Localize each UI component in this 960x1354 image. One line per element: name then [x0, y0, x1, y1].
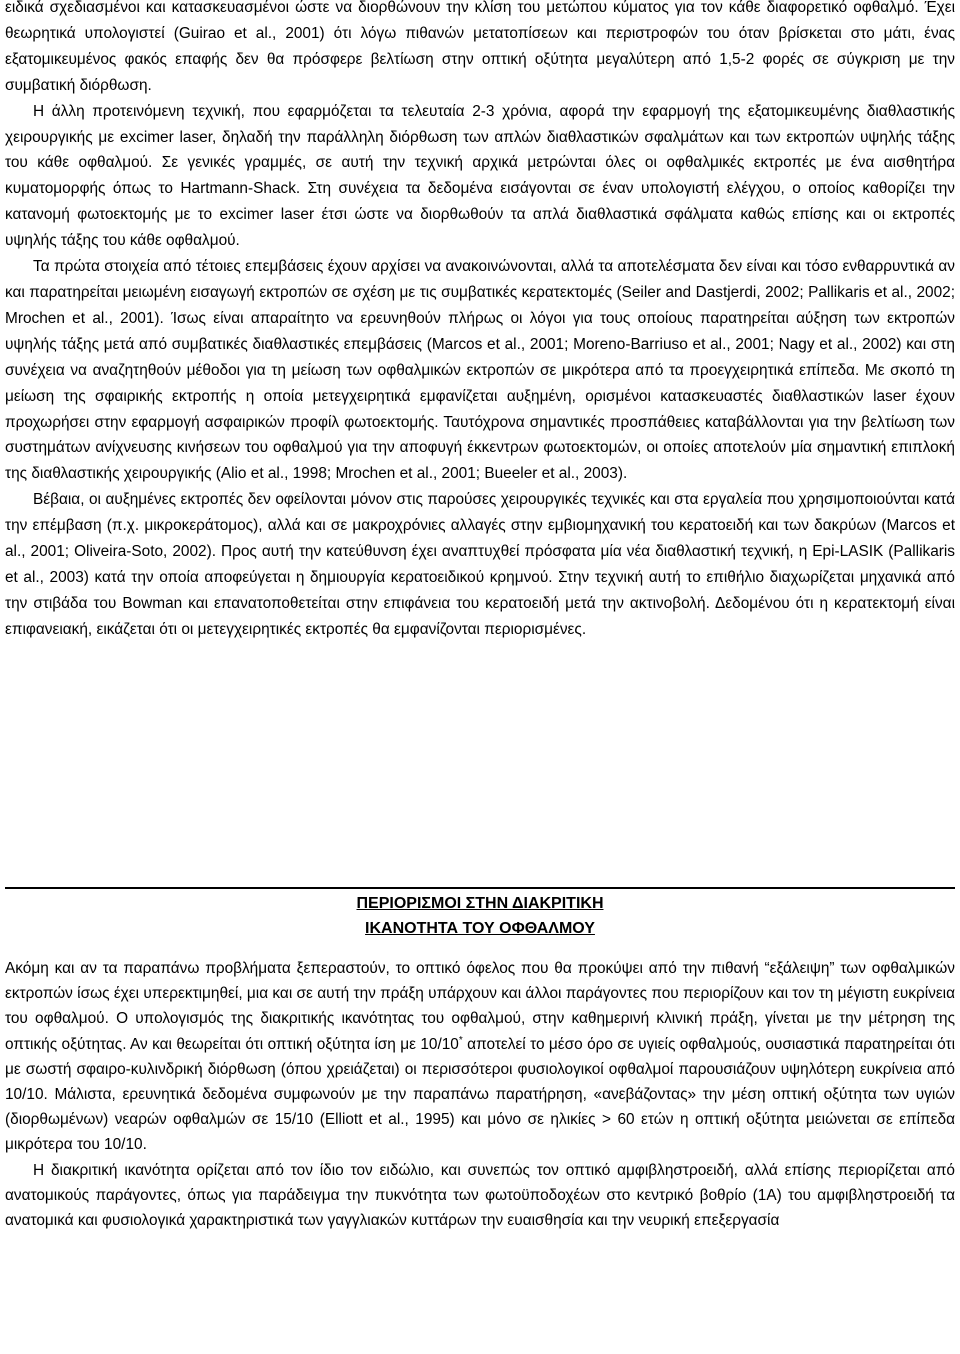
paragraph-resolution-limits: Η διακριτική ικανότητα ορίζεται από τον ίδιο τον ειδώλιο, και συνεπώς τον οπτικό αμφιβληστροειδή, αλλά επίσης περιορίζεται από ανατομικούς παράγοντες, όπως για παράδειγμα την πυκνότητα των φωτοϋποδοχέων στο κεντρικό βοθρίο (1Α) του αμφιβληστροειδή τα ανατομικά και φυσιολογικά χαρακτηριστικά των γαγγλιακών κυττάρων την ευαισθησία και την νευρική επεξεργασία [5, 1161, 955, 1230]
paragraph-visual-acuity-part-1: Ακόμη και αν τα παραπάνω προβλήματα ξεπεραστούν, το οπτικό όφελος που θα προκύψει από την πιθανή “εξάλειψη” των οφθαλμικών εκτροπών ίσως έχει υπερεκτιμηθεί, μια και σε αυτή την πράξη υπάρχουν και άλλοι παράγοντες που περιορίζουν και τον τη μέγιστη ευκρίνεια του οφθαλμού. Ο υπολογισμός της διακριτικής ικανότητας του οφθαλμού, στην καθημερινή κλινική πράξη, γίνεται με την μέτρηση της οπτικής οξύτητας. Αν και θεωρείται ότι οπτική οξύτητα ίση με 10/10 [5, 960, 955, 1053]
paragraph-customized-surgery: Η άλλη προτεινόμενη τεχνική, που εφαρμόζεται τα τελευταία 2-3 χρόνια, αφορά την εφαρμογή της εξατομικευμένης διαθλαστικής χειρουργικής με excimer laser, δηλαδή την παράλληλη διόρθωση των απλών διαθλαστικών σφαλμάτων και των εκτροπών υψηλής τάξης του κάθε οφθαλμού. Σε γενικές γραμμές, σε αυτή την τεχνική αρχικά μετρώνται όλες οι οφθαλμικές εκτροπές με ένα αισθητήρα κυματομορφής όπως το Hartmann-Shack. Στη συνέχεια τα δεδομένα εισάγονται σε έναν υπολογιστή ελέγχου, ο οποίος καθορίζει την κατανομή φωτοεκτομής με το excimer laser έτσι ώστε να διορθωθούν τα απλά διαθλαστικά σφάλματα καθώς επίσης και οι εκτροπές υψηλής τάξης του κάθε οφθαλμού. [5, 102, 955, 250]
paragraph-first-results: Τα πρώτα στοιχεία από τέτοιες επεμβάσεις έχουν αρχίσει να ανακοινώνονται, αλλά τα αποτελέσματα δεν είναι και τόσο ενθαρρυντικά αν και παρατηρείται μειωμένη εισαγωγή εκτροπών σε σχέση με τις συμβατικές κερατεκτομές (Seiler and Dastjerdi, 2002; Pallikaris et al., 2002; Mrochen et al., 2001). Ίσως είναι απαραίτητο να ερευνηθούν πλήρως οι λόγοι για τους οποίους παρατηρείται αύξηση των εκτροπών υψηλής τάξης μετά από συμβατικές διαθλαστικές επεμβάσεις (Marcos et al., 2001; Moreno-Barriuso et al., 2001; Nagy et al., 2002) και στη συνέχεια να αναζητηθούν μέθοδοι για τη μείωση των οφθαλμικών εκτροπών σε μικρότερα από τα προεγχειρητικά επίπεδα. Με σκοπό τη μείωση της σφαιρικής εκτροπής η οποία μετεγχειρητικά εμφανίζεται αυξημένη, ορισμένοι κατασκευαστές διαθλαστικών laser έχουν προχωρήσει στην εφαρμογή ασφαιρικών προφίλ φωτοεκτομής. Ταυτόχρονα σημαντικές προσπάθειες καταβάλλονται για την βελτίωση των συστημάτων ανίχνευσης κινήσεων του οφθαλμού για την αποφυγή έκκεντρων φωτοεκτομών, οι οποίες αποτελούν μία σημαντική επιπλοκή της διαθλαστικής χειρουργικής (Alio et al., 1998; Mrochen et al., 2001; Bueeler et al., 2003). [5, 258, 955, 483]
document-page [5, 0, 956, 1230]
paragraph-visual-acuity-part-2: αποτελεί το μέσο όρο σε υγιείς οφθαλμούς, ουσιαστικά παρατηρείται ότι με σωστή σφαιρο-κυλινδρική διόρθωση (όπου χρειάζεται) οι περισσότεροι φυσιολογικοί οφθαλμοί παρουσιάζουν υψηλότερη ευκρίνεια από 10/10. Μάλιστα, ερευνητικά δεδομένα συμφωνούν με την παραπάνω παρατήρηση, «ανεβάζοντας» την μέση οπτική οξύτητα των υγιών (διορθωμένων) νεαρών οφθαλμών σε 15/10 (Elliott et al., 1995) και μόνο σε ηλικίες > 60 ετών η οπτική οξύτητα μειώνεται σε επίπεδα μικρότερα του 10/10. [5, 1035, 956, 1154]
paragraph-contact-lens: ειδικά σχεδιασμένοι και κατασκευασμένοι ώστε να διορθώνουν την κλίση του μετώπου κύματος για τον κάθε διαφορετικό οφθαλμό. Έχει θεωρητικά υπολογιστεί (Guirao et al., 2001) ότι λόγω πιθανών μετατοπίσεων και περιστροφών του όταν βρίσκεται στο μάτι, ένας εξατομικευμένος φακός επαφής δεν θα πρόσφερε βελτίωση στην οπτική οξύτητα μεγαλύτερη από 1,5-2 φορές σε σύγκριση με την συμβατική διόρθωση. [5, 0, 955, 94]
paragraph-visual-acuity [5, 956, 955, 1158]
section-heading-line-2: ΙΚΑΝΟΤΗΤΑ ΤΟΥ ΟΦΘΑΛΜΟΥ [365, 920, 595, 937]
footnote-marker: * [458, 1034, 463, 1046]
section-divider [5, 887, 955, 889]
section-heading-line-1: ΠΕΡΙΟΡΙΣΜΟΙ ΣΤΗΝ ΔΙΑΚΡΙΤΙΚΗ [356, 895, 604, 912]
paragraph-epi-lasik: Βέβαια, οι αυξημένες εκτροπές δεν οφείλονται μόνον στις παρούσες χειρουργικές τεχνικές και στα εργαλεία που χρησιμοποιούνται κατά την επέμβαση (π.χ. μικροκεράτομος), αλλά και σε μακροχρόνιες αλλαγές στην εμβιομηχανική του κερατοειδή και των δακρύων (Marcos et al., 2001; Oliveira-Soto, 2002). Προς αυτή την κατεύθυνση έχει αναπτυχθεί πρόσφατα μία νέα διαθλαστική τεχνική, η Epi-LASIK (Pallikaris et al., 2003) κατά την οποία αποφεύγεται η δημιουργία κερατοειδικού κρημνού. Στην τεχνική αυτή το επιθήλιο διαχωρίζεται μηχανικά από την στιβάδα του Bowman και επανατοποθετείται στην επιφάνεια του κερατοειδή μετά την ακτινοβολή. Δεδομένου ότι η κερατεκτομή είναι επιφανειακή, εικάζεται ότι οι μετεγχειρητικές εκτροπές θα εμφανίζονται περιορισμένες. [5, 491, 955, 638]
section-limitations [5, 956, 955, 1233]
section-heading [5, 891, 955, 941]
